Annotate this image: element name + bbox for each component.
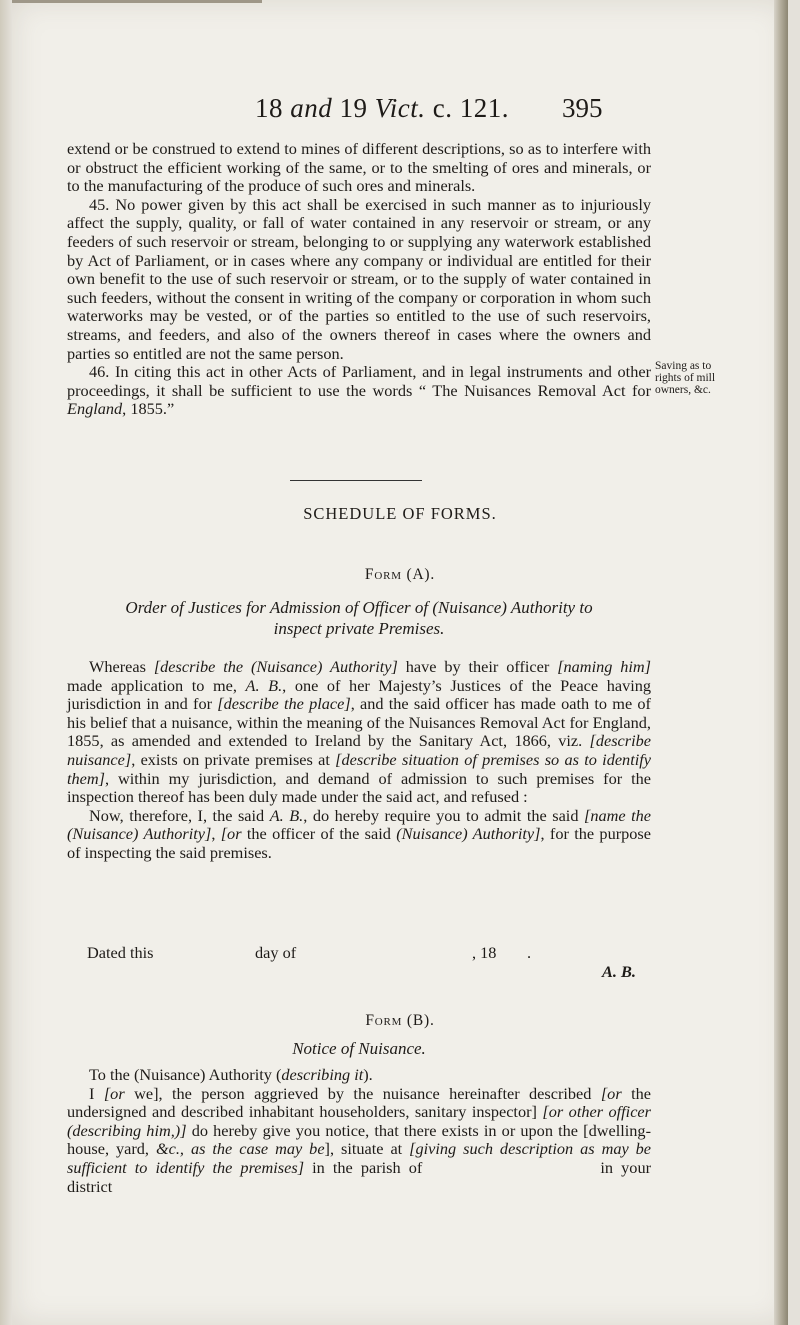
form-a-body xyxy=(67,658,651,863)
signature-ab: A. B. xyxy=(602,962,636,981)
text-run: we], the person aggrieved by the nuisance hereinafter described xyxy=(124,1083,601,1103)
text-run: , and the said officer has made oath to me of his belief that a nuisance, within the meaning of the Nuisances Removal Act for England, 1855, as amended and extended to Ireland by the Sanitary Act, 1866, viz. xyxy=(67,694,651,751)
italic-run: &c., as the case may be xyxy=(155,1139,325,1159)
text-run: do hereby give you notice, that there exists in or upon the [dwelling-house, yard, xyxy=(67,1120,651,1159)
section-45: 45. No power given by this act shall be exercised in such manner as to injuriously affect the supply, quality, or fall of water contained in any reservoir or stream, or any feeders of such reservoir or stream, belonging to or supplying any waterwork established by Act of Parliament, or in cases where any company or individual are entitled for their own benefit to the use of such reservoir or stream, or to the supply of water contained in such feeders, without the consent in writing of the company or corporation in whom such waterworks may be vested, or of the parties so entitled to the use of such reservoirs, streams, and feeders, and also of the owners thereof in cases where the owners and parties so entitled are not the same person. xyxy=(67,194,651,363)
form-b-title: Notice of Nuisance. xyxy=(292,1039,426,1058)
italic-run: [describe the place] xyxy=(217,694,351,714)
text-run: made application to me, xyxy=(67,675,246,695)
text-run: , exists on private premises at xyxy=(131,749,336,769)
book-spine-edge xyxy=(774,0,788,1325)
section-46 xyxy=(67,363,651,419)
form-b-paragraph-1 xyxy=(67,1066,651,1085)
text-run: To the (Nuisance) Authority ( xyxy=(89,1065,282,1084)
italic-run: (Nuisance) Authority] xyxy=(396,824,541,844)
italic-run: [giving such description as may be sufficient to identify the premises] xyxy=(67,1139,652,1177)
text-run: , one of her Majesty’s Justices of the Peace having jurisdiction in and for xyxy=(67,675,652,714)
text-run: in your district xyxy=(67,1157,652,1196)
text-run: have by their officer xyxy=(397,657,558,676)
italic-run: A. B. xyxy=(269,805,304,825)
margin-note: Saving as to rights of mill owners, &c. xyxy=(655,360,716,396)
text-run: in the parish of xyxy=(304,1157,423,1177)
section-46-england: England xyxy=(67,399,123,419)
section-46-text: 46. In citing this act in other Acts of Parliament, and in legal instruments and other proceedings, it shall be sufficient to use the words “ The Nuisances Removal Act for xyxy=(67,362,651,400)
form-a-title-line-2: inspect private Premises. xyxy=(273,619,445,638)
running-head-vict: Vict. xyxy=(374,93,426,123)
schedule-title: SCHEDULE OF FORMS. xyxy=(303,504,497,523)
section-46-end: , 1855.” xyxy=(122,399,175,419)
section-divider xyxy=(290,480,422,481)
form-a-title xyxy=(67,597,651,639)
form-a-heading: Form (A). xyxy=(364,566,436,583)
text-run: , within my jurisdiction, and demand of admission to such premises for the inspection thereof has been duly made under the said act, and refused : xyxy=(67,768,651,807)
year-dot: . xyxy=(527,943,532,962)
text-run: Now, therefore, I, the said xyxy=(89,805,270,825)
text-run: the undersigned and described inhabitant householders, sanitary inspector] xyxy=(67,1083,651,1122)
text-run: ). xyxy=(363,1065,373,1084)
text-run: I xyxy=(89,1083,104,1103)
text-run: , do hereby require you to admit the said xyxy=(303,805,584,825)
italic-run: [or xyxy=(600,1083,622,1103)
section-continuation: extend or be construed to extend to mines of different descriptions, so as to interfere with or obstruct the efficient working of the same, or to the smelting of ores and minerals, or to the manufacturing of the produce of such ores and minerals. xyxy=(67,139,651,196)
text-run: ], situate at xyxy=(324,1139,410,1159)
text-run: Whereas xyxy=(89,657,154,676)
italic-run: [naming him] xyxy=(557,657,652,676)
top-edge-rule xyxy=(12,0,262,3)
italic-run: [or xyxy=(220,824,242,844)
italic-run: describing it xyxy=(281,1065,364,1084)
day-of-label: day of xyxy=(255,943,297,962)
book-page xyxy=(12,0,788,1325)
italic-run: [or other officer (describing him,)] xyxy=(67,1102,651,1140)
form-a-title-line-1: Order of Justices for Admission of Officer of (Nuisance) Authority to xyxy=(125,598,593,617)
text-run: , xyxy=(211,824,221,844)
running-head-and: and xyxy=(290,93,333,123)
form-b-body xyxy=(67,1066,651,1196)
text-run: the officer of the said xyxy=(241,824,397,844)
dated-label: Dated this xyxy=(87,943,154,962)
italic-run: [describe the (Nuisance) Authority] xyxy=(153,657,398,676)
italic-run: A. B. xyxy=(245,675,283,695)
italic-run: [describe situation of premises so as to identify them] xyxy=(67,749,651,788)
section-text xyxy=(67,140,651,419)
page-number: 395 xyxy=(562,93,603,123)
running-head-number-2: 19 xyxy=(339,93,368,123)
italic-run: [describe nuisance] xyxy=(67,731,651,769)
italic-run: [or xyxy=(103,1083,125,1103)
year-label: , 18 xyxy=(472,943,497,962)
form-b-paragraph-2 xyxy=(67,1085,651,1197)
running-head-chapter: c. 121. xyxy=(432,93,509,123)
text-run: , for the purpose of inspecting the said premises. xyxy=(67,824,651,862)
form-a-paragraph-2 xyxy=(67,807,651,863)
running-head-number: 18 xyxy=(255,93,284,123)
form-a-paragraph-1 xyxy=(67,658,651,807)
page-left-edge xyxy=(0,0,12,1325)
italic-run: [name the (Nuisance) Authority] xyxy=(67,805,651,844)
form-b-heading: Form (B). xyxy=(365,1012,435,1029)
running-head xyxy=(232,93,532,124)
